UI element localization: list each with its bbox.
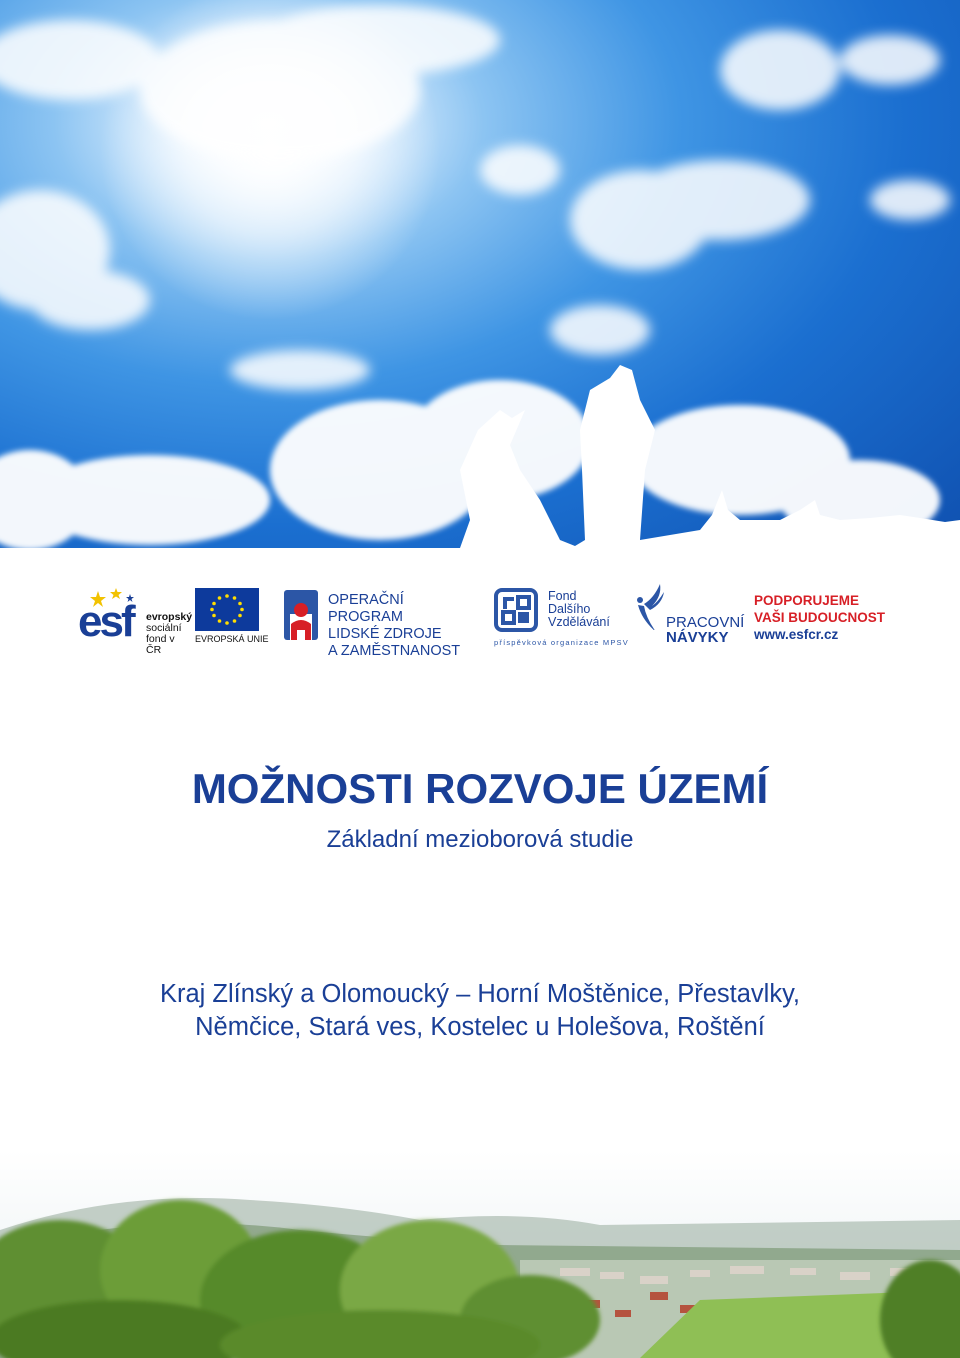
header-sky-image	[0, 0, 960, 560]
esf-line3: fond v ČR	[146, 633, 175, 656]
esf-caption	[146, 612, 192, 656]
fdv-subtitle: příspěvková organizace MPSV	[494, 638, 629, 647]
document-subtitle: Základní mezioborová studie	[326, 826, 634, 853]
sky-clouds-illustration	[0, 0, 960, 560]
fdv-logo	[494, 588, 634, 648]
pvb-url: www.esfcr.cz	[754, 627, 839, 642]
pn-line2: NÁVYKY	[666, 629, 729, 646]
esf-logo	[78, 588, 193, 656]
puzzle-figure-icon	[282, 588, 322, 644]
fdv-line1: Fond	[548, 589, 577, 603]
eu-label: EVROPSKÁ UNIE	[195, 634, 269, 644]
pvb-line1: PODPORUJEME	[754, 593, 860, 608]
landscape-photo	[0, 1150, 960, 1358]
fdv-mark-icon	[494, 588, 538, 632]
oplz-line3: A ZAMĚSTNANOST	[328, 643, 461, 659]
region-text	[0, 978, 960, 1044]
region-line1: Kraj Zlínský a Olomoucký – Horní Moštěnice, Přestavlky,	[159, 980, 801, 1008]
oplz-line1: OPERAČNÍ PROGRAM	[328, 592, 404, 625]
landscape-illustration	[0, 1150, 960, 1358]
eu-stars-icon	[195, 588, 259, 631]
oplz-logo	[282, 588, 482, 659]
oplz-line2: LIDSKÉ ZDROJE	[328, 626, 442, 642]
fdv-text	[548, 590, 610, 629]
pn-text	[666, 615, 744, 645]
esf-line2: sociální	[146, 622, 182, 634]
fdv-glyph-icon	[498, 592, 534, 628]
pvb-line2: VAŠI BUDOUCNOST	[754, 610, 886, 625]
fdv-line3: Vzdělávání	[548, 615, 610, 629]
esf-line1: evropský	[146, 611, 193, 623]
document-title: MOŽNOSTI ROZVOJE ÚZEMÍ	[191, 765, 769, 812]
eu-flag-icon	[195, 588, 259, 631]
oplz-text	[328, 592, 482, 660]
fdv-line2: Dalšího	[548, 602, 591, 616]
pracovni-navyky-logo	[632, 580, 744, 648]
podporujeme-logo	[754, 592, 894, 648]
pn-line1: PRACOVNÍ	[666, 614, 745, 631]
esf-letters: esf	[78, 597, 133, 646]
region-line2: Němčice, Stará ves, Kostelec u Holešova, Roštění	[195, 1013, 765, 1041]
eu-logo	[195, 588, 269, 646]
